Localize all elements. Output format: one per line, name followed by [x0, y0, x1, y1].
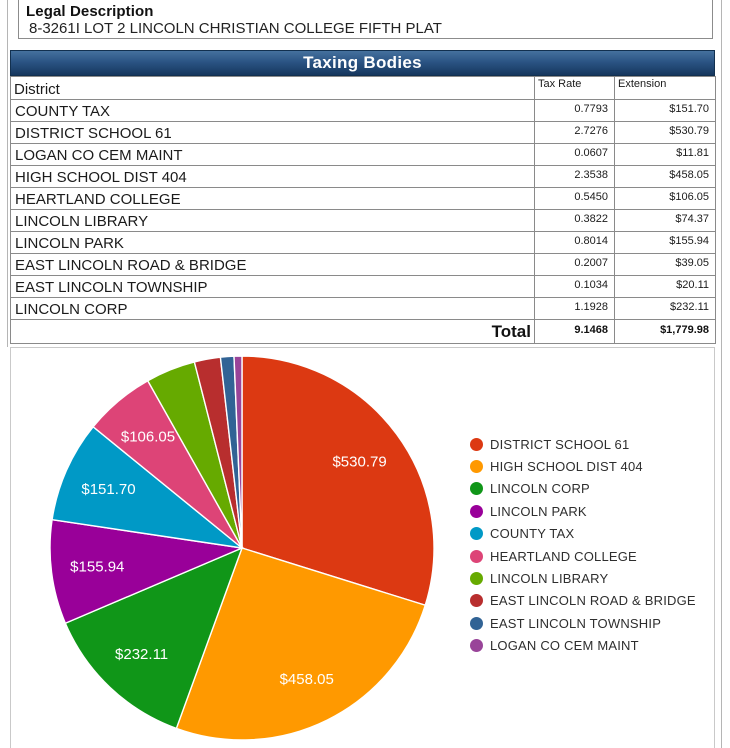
table-row [11, 122, 716, 144]
legend-item[interactable] [470, 567, 696, 589]
legend-item[interactable] [470, 433, 696, 455]
legend-item[interactable] [470, 545, 696, 567]
legend-label: EAST LINCOLN TOWNSHIP [490, 615, 662, 631]
table-row [11, 254, 716, 276]
district-cell: DISTRICT SCHOOL 61 [11, 122, 535, 144]
tax-rate-cell: 2.7276 [535, 122, 615, 144]
table-row [11, 276, 716, 298]
tax-rate-cell: 0.2007 [535, 254, 615, 276]
chart-legend [470, 433, 696, 657]
extension-pie-chart-box [10, 347, 715, 748]
tax-rate-cell: 0.3822 [535, 210, 615, 232]
legal-description-value: 8-3261I LOT 2 LINCOLN CHRISTIAN COLLEGE FIFTH PLAT [29, 20, 442, 37]
district-cell: LINCOLN LIBRARY [11, 210, 535, 232]
table-row [11, 166, 716, 188]
extension-cell: $106.05 [615, 188, 716, 210]
pie-slice-label: $530.79 [332, 453, 387, 471]
district-cell: EAST LINCOLN ROAD & BRIDGE [11, 254, 535, 276]
legend-item[interactable] [470, 635, 696, 657]
legal-description-box [18, 0, 713, 39]
legend-label: EAST LINCOLN ROAD & BRIDGE [490, 593, 696, 609]
extension-cell: $458.05 [615, 166, 716, 188]
legend-item[interactable] [470, 612, 696, 634]
legend-item[interactable] [470, 478, 696, 500]
extension-cell: $151.70 [615, 100, 716, 122]
legend-color-dot [470, 482, 483, 495]
pie-slice-label: $106.05 [120, 428, 176, 446]
legend-color-dot [470, 572, 483, 585]
legend-color-dot [470, 550, 483, 563]
district-cell: HEARTLAND COLLEGE [11, 188, 535, 210]
legend-label: LINCOLN PARK [490, 503, 587, 519]
legend-item[interactable] [470, 455, 696, 477]
table-row [11, 100, 716, 122]
district-cell: LINCOLN CORP [11, 298, 535, 320]
legend-item[interactable] [470, 590, 696, 612]
legend-label: HIGH SCHOOL DIST 404 [490, 459, 643, 475]
legend-item[interactable] [470, 500, 696, 522]
pie-slice-label: $155.94 [70, 558, 125, 576]
legend-label: LOGAN CO CEM MAINT [490, 638, 639, 654]
extension-cell: $530.79 [615, 122, 716, 144]
legend-color-dot [470, 438, 483, 451]
table-header-row [11, 77, 716, 100]
extension-cell: $155.94 [615, 232, 716, 254]
taxing-bodies-section [10, 50, 715, 344]
page-border-right [721, 0, 722, 748]
extension-cell: $74.37 [615, 210, 716, 232]
taxing-bodies-table [10, 76, 716, 344]
district-cell: LOGAN CO CEM MAINT [11, 144, 535, 166]
legend-color-dot [470, 505, 483, 518]
taxing-bodies-header [10, 50, 715, 76]
tax-rate-cell: 0.0607 [535, 144, 615, 166]
table-row [11, 210, 716, 232]
extension-cell: $232.11 [615, 298, 716, 320]
extension-cell: $39.05 [615, 254, 716, 276]
legend-label: LINCOLN LIBRARY [490, 571, 609, 587]
district-cell: EAST LINCOLN TOWNSHIP [11, 276, 535, 298]
pie-slice-label: $151.70 [81, 481, 136, 499]
tax-rate-cell: 2.3538 [535, 166, 615, 188]
legend-label: HEARTLAND COLLEGE [490, 548, 637, 564]
column-header-extension: Extension [615, 77, 716, 100]
total-row [11, 320, 716, 344]
taxing-bodies-body [11, 100, 716, 320]
tax-rate-cell: 0.5450 [535, 188, 615, 210]
legend-label: DISTRICT SCHOOL 61 [490, 436, 630, 452]
pie-slice-label: $458.05 [279, 670, 334, 688]
total-extension: $1,779.98 [615, 320, 716, 344]
extension-cell: $20.11 [615, 276, 716, 298]
table-row [11, 298, 716, 320]
table-row [11, 188, 716, 210]
legend-item[interactable] [470, 523, 696, 545]
column-header-tax-rate: Tax Rate [535, 77, 615, 100]
taxing-bodies-title: Taxing Bodies [303, 53, 422, 72]
extension-cell: $11.81 [615, 144, 716, 166]
legend-color-dot [470, 594, 483, 607]
total-label: Total [11, 320, 535, 344]
legend-color-dot [470, 460, 483, 473]
tax-rate-cell: 0.1034 [535, 276, 615, 298]
district-cell: COUNTY TAX [11, 100, 535, 122]
tax-rate-cell: 0.7793 [535, 100, 615, 122]
table-row [11, 232, 716, 254]
column-header-district: District [11, 77, 535, 100]
legend-color-dot [470, 617, 483, 630]
total-tax-rate: 9.1468 [535, 320, 615, 344]
tax-rate-cell: 1.1928 [535, 298, 615, 320]
district-cell: LINCOLN PARK [11, 232, 535, 254]
district-cell: HIGH SCHOOL DIST 404 [11, 166, 535, 188]
tax-rate-cell: 0.8014 [535, 232, 615, 254]
pie-slice-label: $232.11 [115, 645, 169, 663]
legend-label: COUNTY TAX [490, 526, 575, 542]
page-border-left [7, 0, 8, 347]
legal-description-title: Legal Description [26, 3, 154, 20]
table-row [11, 144, 716, 166]
legend-color-dot [470, 639, 483, 652]
legend-label: LINCOLN CORP [490, 481, 590, 497]
legend-color-dot [470, 527, 483, 540]
